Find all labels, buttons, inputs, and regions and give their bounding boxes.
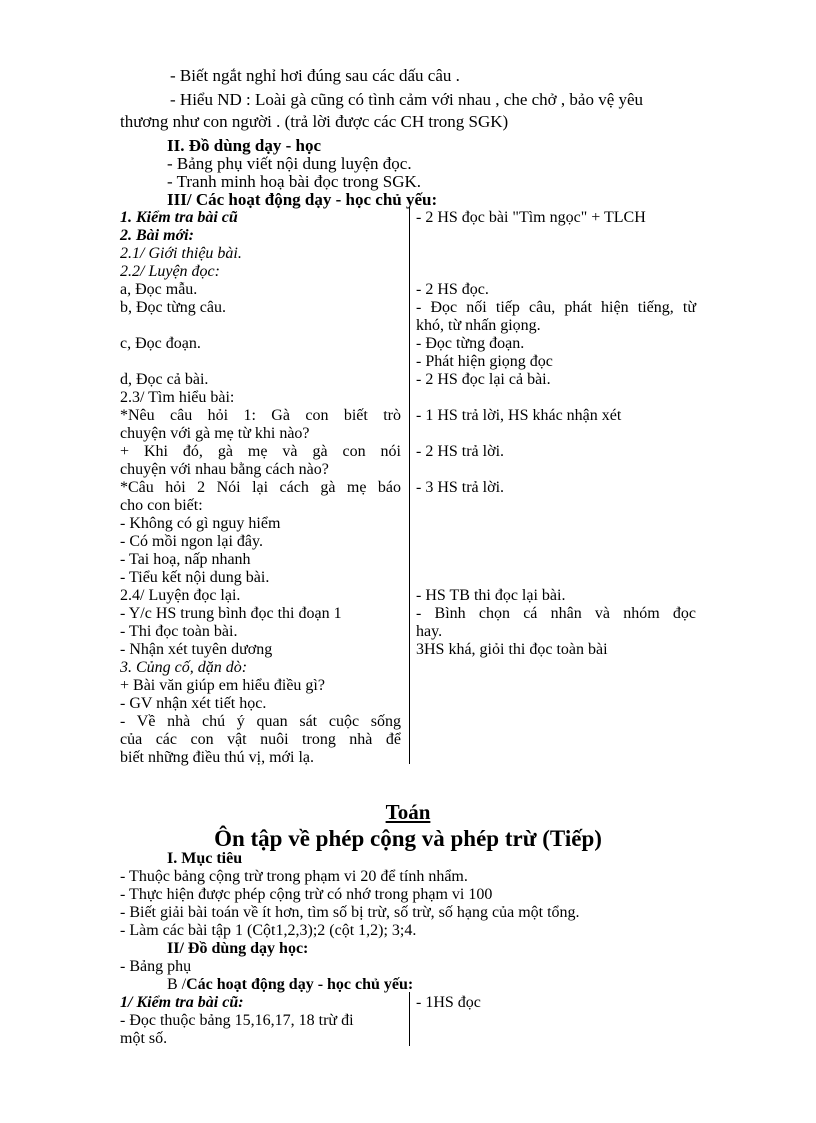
teacher-line: - Nhận xét tuyên dương [120,641,273,658]
student-line: - 2 HS trả lời. [416,443,505,460]
teacher-line: b, Đọc từng câu. [120,299,226,316]
teacher-line: *Câu hỏi 2 Nói lại cách gà mẹ báo [120,479,401,496]
teacher-line: d, Đọc cả bài. [120,371,209,388]
teacher-line: một số. [120,1030,168,1047]
teacher-line: a, Đọc mẫu. [120,281,198,298]
teacher-line: + Khi đó, gà mẹ và gà con nói [120,443,401,460]
materials-heading: II. Đồ dùng dạy - học [167,136,321,155]
student-line: - Bình chọn cá nhân và nhóm đọc [416,605,696,622]
goal-item: - Thực hiện được phép cộng trừ có nhớ trong phạm vi 100 [120,886,493,903]
student-line: - Phát hiện giọng đọc [416,353,553,370]
teacher-line: chuyện với gà mẹ từ khi nào? [120,425,310,442]
teacher-line: 2. Bài mới: [120,227,194,244]
teacher-line: - Y/c HS trung bình đọc thi đoạn 1 [120,605,342,622]
teacher-line: - GV nhận xét tiết học. [120,695,267,712]
student-line: - 2 HS đọc lại cả bài. [416,371,551,388]
materials-item: - Bảng phụ [120,958,192,975]
student-line: - Đọc nối tiếp câu, phát hiện tiếng, từ [416,299,696,316]
student-line: 3HS khá, giỏi thi đọc toàn bài [416,641,608,658]
student-line: - 1HS đọc [416,994,481,1011]
goals-heading: I. Mục tiêu [167,850,243,867]
teacher-line: - Có mồi ngon lại đây. [120,533,263,550]
teacher-line: biết những điều thú vị, mới lạ. [120,749,314,766]
teacher-line: cho con biết: [120,497,203,514]
teacher-line: chuyện với nhau bằng cách nào? [120,461,329,478]
activities-heading: III/ Các hoạt động dạy - học chủ yếu: [167,190,438,209]
teacher-line: - Thi đọc toàn bài. [120,623,238,640]
materials-item: - Tranh minh hoạ bài đọc trong SGK. [167,172,422,191]
student-line: - HS TB thi đọc lại bài. [416,587,566,604]
teacher-line: + Bài văn giúp em hiểu điều gì? [120,677,325,694]
activities-prefix: B / [167,976,187,993]
lesson-title: Ôn tập về phép cộng và phép trừ (Tiếp) [214,826,602,851]
teacher-line: 1. Kiểm tra bài cũ [120,209,238,226]
column-divider [409,207,410,764]
teacher-line: 2.2/ Luyện đọc: [120,263,220,280]
teacher-line: 2.1/ Giới thiệu bài. [120,245,242,262]
activities-heading [167,976,413,994]
student-line: - 2 HS đọc bài "Tìm ngọc" + TLCH [416,209,646,226]
teacher-line: 2.3/ Tìm hiểu bài: [120,389,235,406]
materials-item: - Bảng phụ viết nội dung luyện đọc. [167,154,412,173]
teacher-line: - Về nhà chú ý quan sát cuộc sống [120,713,401,730]
goal-understand-line1: - Hiểu ND : Loài gà cũng có tình cảm với nhau , che chở , bảo vệ yêu [170,90,644,109]
student-line: - Đọc từng đoạn. [416,335,525,352]
subject-title: Toán [385,800,431,824]
teacher-line: - Không có gì nguy hiểm [120,515,281,532]
goal-pause: - Biết ngắt nghỉ hơi đúng sau các dấu câu . [170,66,460,85]
teacher-line: 2.4/ Luyện đọc lại. [120,587,241,604]
goal-item: - Làm các bài tập 1 (Cột1,2,3);2 (cột 1,2); 3;4. [120,922,417,939]
goal-item: - Thuộc bảng cộng trừ trong phạm vi 20 để tính nhẩm. [120,868,468,885]
teacher-line: - Tiểu kết nội dung bài. [120,569,270,586]
teacher-line: - Đọc thuộc bảng 15,16,17, 18 trừ đi [120,1012,354,1029]
materials-heading: II/ Đồ dùng dạy học: [167,940,309,957]
teacher-line: - Tai hoạ, nấp nhanh [120,551,251,568]
activities-heading-text: Các hoạt động dạy - học chủ yếu: [186,976,414,993]
teacher-line: của các con vật nuôi trong nhà để [120,731,401,748]
goal-item: - Biết giải bài toán về ít hơn, tìm số bị trừ, số trừ, số hạng của một tổng. [120,904,580,921]
student-line: - 3 HS trả lời. [416,479,505,496]
goal-understand-line2: thương như con người . (trả lời được các CH trong SGK) [120,112,509,131]
student-line: khó, từ nhấn giọng. [416,317,541,334]
student-line: - 1 HS trả lời, HS khác nhận xét [416,407,622,424]
teacher-line: c, Đọc đoạn. [120,335,201,352]
teacher-line: 3. Củng cố, dặn dò: [120,659,248,676]
student-line: - 2 HS đọc. [416,281,489,298]
teacher-line: *Nêu câu hỏi 1: Gà con biết trò [120,407,401,424]
teacher-line: 1/ Kiểm tra bài cũ: [120,994,244,1011]
student-line: hay. [416,623,443,640]
column-divider [409,992,410,1046]
